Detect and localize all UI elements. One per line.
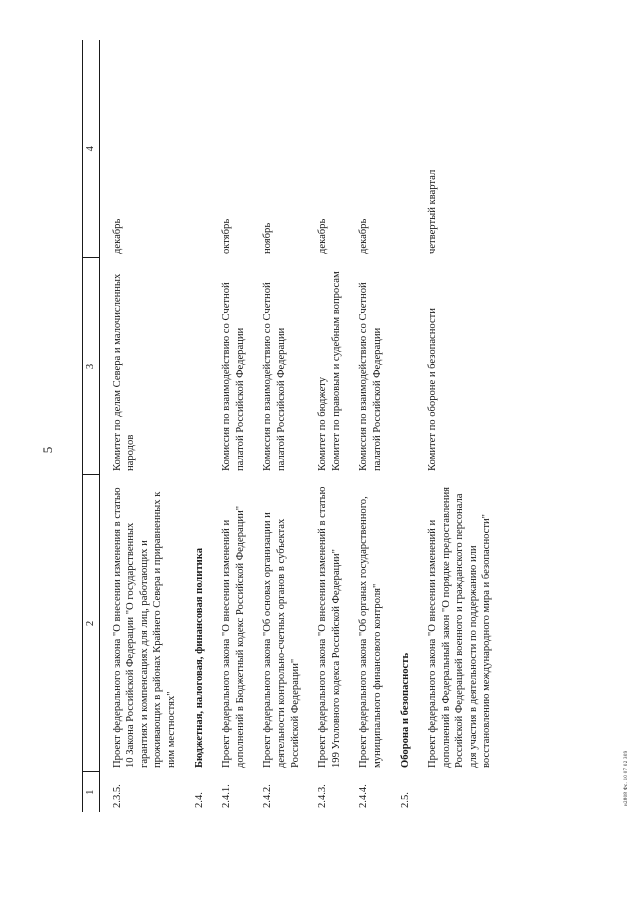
due-date (388, 40, 416, 258)
column-header: 3 (83, 258, 100, 475)
row-number: 2.5. (399, 792, 411, 808)
plan-table (82, 40, 497, 812)
responsible-committee (388, 258, 416, 475)
section-row (182, 40, 210, 812)
table-row (346, 40, 387, 812)
responsible-committee: Комиссия по взаимодействию со Счетной палатой Российской Федерации (262, 282, 287, 471)
due-date: четвертый квартал (427, 169, 439, 254)
due-date: декабрь (317, 218, 329, 254)
bill-title: Проект федерального закона "Об основах организации и деятельности контрольно-счетных органов в субъектах Российской Федерации" (262, 512, 301, 768)
row-number: 2.4.4. (358, 784, 370, 808)
responsible-committee: Комиссия по взаимодействию со Счетной палатой Российской Федерации (221, 282, 246, 471)
row-number: 2.4.3. (317, 784, 329, 808)
due-date: октябрь (221, 218, 233, 254)
bill-title: Проект федерального закона "Об органах государственного, муниципального финансового контроля" (358, 496, 383, 768)
print-footer: н2808 Фс. 10 07 02 309 (624, 750, 629, 806)
column-header: 2 (83, 475, 100, 772)
row-number: 2.4. (193, 792, 205, 808)
column-header: 4 (83, 40, 100, 258)
row-number: 2.4.1. (221, 784, 233, 808)
table-row (305, 40, 346, 812)
responsible-committee: Комиссия по взаимодействию со Счетной палатой Российской Федерации (358, 282, 383, 471)
row-number (415, 772, 497, 812)
table-row (209, 40, 250, 812)
responsible-committee: Комитет по делам Севера и малочисленных народов (111, 273, 137, 471)
table-row (250, 40, 305, 812)
bill-title: Проект федерального закона "О внесении изменений и дополнений в Федеральный закон "О порядке предоставления Российской Федерацией военного и гражданского персонала для участия в деятельности по поддержанию или восстановлению международного мира и безопасности" (427, 486, 493, 768)
row-number: 2.3.5. (111, 784, 123, 808)
bill-title: Проект федерального закона "О внесении изменения в статью 10 Закона Российской Федерации "О государственных гарантиях и компенсациях для лиц, работающих и проживающих в районах Крайнего Севера и приравненных к ним местностях" (111, 487, 177, 768)
section-title: Оборона и безопасность (399, 652, 411, 768)
page-number: 5 (40, 446, 55, 454)
section-title: Бюджетная, налоговая, финансовая политика (193, 547, 205, 768)
responsible-committee (182, 258, 210, 475)
due-date: декабрь (111, 218, 123, 254)
responsible-committee: Комитет по обороне и безопасности (427, 308, 439, 471)
table-row (415, 40, 497, 812)
bill-title: Проект федерального закона "О внесении изменений в статью 199 Уголовного кодекса Российской Федерации" (317, 486, 342, 768)
bill-title: Проект федерального закона "О внесении изменений и дополнений в Бюджетный кодекс Российской Федерации" (221, 505, 246, 768)
due-date: ноябрь (262, 222, 274, 254)
due-date (182, 40, 210, 258)
responsible-committee: Комитет по бюджету Комитет по правовым и судебным вопросам (317, 271, 342, 471)
section-row (388, 40, 416, 812)
table-row (99, 40, 181, 812)
row-number: 2.4.2. (262, 784, 274, 808)
column-header: 1 (83, 772, 100, 812)
column-header-row (83, 40, 100, 812)
due-date: декабрь (358, 218, 370, 254)
